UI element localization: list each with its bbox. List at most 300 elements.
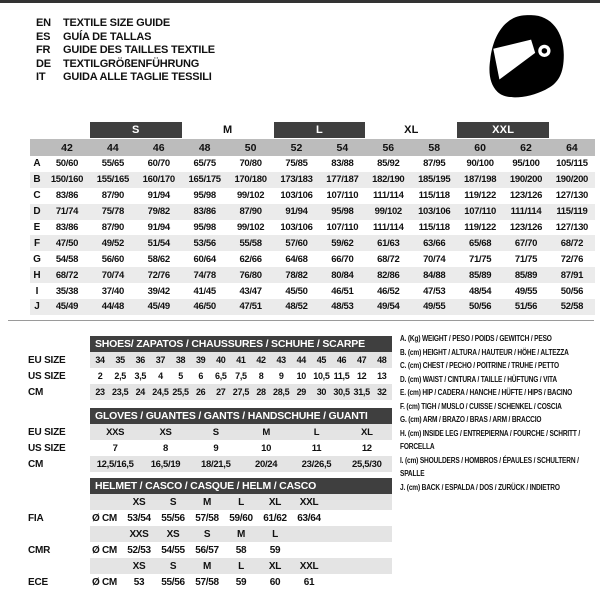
- textile-cell: 187/198: [463, 174, 497, 186]
- helmet-size-header: XS: [132, 496, 146, 508]
- shoes-cell: 32: [377, 387, 387, 397]
- shoes-cell: 40: [216, 355, 226, 365]
- textile-cell: 62/66: [239, 253, 262, 265]
- textile-cell: 90/100: [466, 158, 494, 170]
- textile-cell: 107/110: [326, 190, 359, 202]
- gloves-row-eu-size: [28, 424, 392, 440]
- textile-cell: 84/88: [423, 269, 446, 281]
- measurement-legend: [400, 332, 597, 494]
- textile-cell: 59/62: [331, 237, 354, 249]
- helmet-size-header: S: [169, 560, 177, 572]
- shoes-cell: 30: [316, 387, 327, 397]
- textile-cell: 68/72: [560, 237, 584, 249]
- shoes-cell: 4: [158, 371, 163, 381]
- textile-cell: 170/180: [234, 174, 267, 186]
- helmet-size-header: XL: [268, 496, 282, 508]
- gloves-row-label: CM: [28, 458, 44, 470]
- textile-cell: 60/64: [193, 253, 216, 265]
- textile-row-i: [30, 283, 595, 299]
- textile-row-j: [30, 299, 595, 315]
- textile-cell: 41/45: [193, 285, 216, 297]
- gloves-cell: 23/26,5: [301, 458, 332, 470]
- textile-row-d: [30, 204, 595, 220]
- helmet-values-row-ece: [28, 574, 392, 590]
- shoes-cell: 26: [195, 387, 206, 397]
- language-row-en: [36, 17, 215, 31]
- textile-row-b: [30, 172, 595, 188]
- helmet-size-header: M: [202, 560, 212, 572]
- helmet-size-table: [28, 478, 392, 590]
- textile-cell: 46/50: [193, 301, 216, 313]
- textile-cell: 85/89: [514, 269, 538, 281]
- helmet-cell: 54/55: [161, 544, 185, 556]
- language-title: TEXTILGRÖßENFÜHRUNG: [63, 57, 200, 70]
- textile-cell: 87/90: [101, 190, 124, 202]
- shoes-cell: 29: [296, 387, 307, 397]
- language-title: GUÍA DE TALLAS: [63, 30, 152, 43]
- textile-cell: 48/52: [285, 301, 308, 313]
- gloves-cell: 12,5/16,5: [96, 458, 134, 470]
- textile-cell: 54/58: [55, 253, 79, 265]
- shoes-cell: 46: [336, 355, 347, 365]
- band-left-spacer: [30, 122, 90, 139]
- shoes-size-table: [28, 336, 392, 400]
- textile-cell: 71/75: [468, 253, 492, 265]
- section-divider: [8, 320, 594, 321]
- helmet-sizes-row-fia: [90, 494, 392, 510]
- size-column-60: 60: [474, 141, 486, 154]
- textile-cell: 74/78: [193, 269, 216, 281]
- language-title: TEXTILE SIZE GUIDE: [63, 17, 171, 29]
- textile-cell: 70/74: [423, 253, 446, 265]
- textile-cell: 91/94: [147, 222, 170, 233]
- textile-cell: 49/54: [377, 301, 400, 313]
- textile-cell: 66/70: [331, 253, 354, 265]
- textile-cell: 95/100: [512, 158, 540, 170]
- textile-cell: 72/76: [147, 269, 170, 281]
- shoes-cell: 30,5: [333, 387, 350, 397]
- textile-cell: 71/75: [514, 253, 538, 265]
- shoes-cell: 41: [236, 355, 246, 365]
- textile-row-letter: G: [33, 253, 41, 265]
- textile-row-e: [30, 220, 595, 236]
- textile-cell: 85/92: [377, 158, 400, 170]
- size-column-44: 44: [107, 141, 119, 154]
- textile-cell: 190/200: [555, 174, 589, 186]
- textile-cell: 47/51: [239, 301, 262, 313]
- textile-cell: 68/72: [377, 253, 400, 265]
- textile-cell: 99/102: [374, 206, 402, 218]
- gloves-cell: S: [212, 426, 219, 438]
- shoes-cell: 10,5: [313, 371, 330, 381]
- textile-cell: 37/40: [101, 285, 124, 297]
- textile-cell: 87/95: [423, 158, 446, 170]
- textile-cell: 72/76: [560, 253, 584, 265]
- size-column-54: 54: [336, 141, 349, 154]
- shoes-row-eu-size: [28, 352, 392, 368]
- shoes-cell: 6,5: [215, 371, 227, 381]
- shoes-cell: 27: [216, 387, 226, 397]
- size-column-56: 56: [382, 141, 395, 154]
- gloves-cell: 11: [311, 442, 322, 454]
- textile-cell: 111/114: [372, 222, 404, 233]
- textile-cell: 119/122: [464, 190, 496, 202]
- textile-cell: 47/53: [423, 285, 446, 297]
- shoes-row-label: EU SIZE: [28, 354, 66, 366]
- legend-item-g: G. (cm) ARM / BRAZO / BRAS / ARM / BRACCIO: [400, 415, 542, 424]
- size-band-xl: XL: [404, 124, 419, 136]
- legend-item-e: E. (cm) HIP / CADERA / HANCHE / HÜFTE / HIPS / BACINO: [400, 388, 573, 397]
- textile-cell: 67/70: [514, 237, 538, 249]
- textile-cell: 155/165: [96, 174, 129, 186]
- helmet-size-header: S: [169, 496, 177, 508]
- textile-cell: 95/98: [193, 222, 216, 233]
- shoes-cell: 6: [198, 371, 204, 381]
- textile-cell: 87/91: [560, 269, 584, 281]
- helmet-standard-label: ECE: [28, 576, 48, 588]
- textile-cell: 50/60: [55, 158, 79, 170]
- textile-cell: 87/90: [239, 206, 262, 218]
- textile-cell: 107/110: [464, 206, 496, 218]
- shoes-cell: 34: [95, 355, 105, 365]
- helmet-size-header: XS: [166, 528, 180, 540]
- gloves-row-label: EU SIZE: [28, 426, 66, 438]
- legend-item-a: A. (Kg) WEIGHT / PESO / POIDS / GEWITCH / PESO: [400, 334, 552, 343]
- textile-cell: 49/55: [423, 301, 446, 313]
- textile-cell: 53/56: [193, 237, 216, 249]
- helmet-cell: 55/56: [161, 512, 185, 524]
- textile-cell: 76/80: [239, 269, 262, 281]
- language-title: GUIDE DES TAILLES TEXTILE: [63, 44, 215, 57]
- textile-cell: 85/89: [468, 269, 492, 281]
- textile-cell: 50/56: [468, 301, 492, 313]
- textile-cell: 91/94: [147, 190, 170, 202]
- helmet-size-header: XXL: [299, 496, 319, 508]
- textile-cell: 70/74: [101, 269, 124, 281]
- textile-row-letter: C: [33, 190, 41, 202]
- shoes-row-label: CM: [28, 386, 44, 398]
- gloves-cell: 8: [163, 442, 168, 454]
- textile-row-letter: B: [33, 174, 41, 186]
- textile-row-c: [30, 188, 595, 204]
- shoes-cell: 24,5: [152, 387, 169, 397]
- helmet-cell: 60: [269, 576, 281, 588]
- helmet-size-header: XS: [132, 560, 146, 572]
- shoes-cell: 47: [356, 355, 367, 365]
- language-code: IT: [36, 71, 46, 84]
- textile-cell: 79/82: [147, 206, 170, 218]
- gloves-cell: 18/21,5: [201, 458, 231, 470]
- band-right-spacer: [549, 122, 595, 139]
- textile-cell: 115/119: [556, 206, 588, 218]
- textile-cell: 78/82: [285, 269, 308, 281]
- textile-cell: 39/42: [147, 285, 170, 297]
- textile-cell: 127/130: [555, 222, 589, 233]
- textile-cell: 95/98: [331, 206, 354, 218]
- textile-cell: 185/195: [418, 174, 451, 186]
- gloves-cell: XXS: [106, 426, 125, 438]
- textile-cell: 45/49: [147, 301, 170, 313]
- shoes-cell: 8: [258, 371, 264, 381]
- size-band-m: M: [222, 124, 233, 136]
- size-band-l: L: [274, 122, 366, 138]
- gloves-cell: 12: [361, 442, 372, 454]
- textile-row-f: [30, 235, 595, 251]
- language-row-fr: [36, 44, 215, 58]
- helmet-cell: 57/58: [195, 512, 219, 524]
- textile-row-letter: J: [34, 301, 40, 313]
- helmet-cell: 53/54: [127, 512, 151, 524]
- shoes-cell: 39: [195, 355, 206, 365]
- shoes-cell: 35: [115, 355, 125, 365]
- textile-cell: 182/190: [372, 174, 405, 186]
- textile-column-headers: [30, 139, 595, 156]
- shoes-cell: 31,5: [353, 387, 370, 397]
- shoes-cell: 28,5: [273, 387, 290, 397]
- gloves-cell: XS: [159, 426, 172, 438]
- legend-item-b: B. (cm) HEIGHT / ALTURA / HAUTEUR / HÖHE / ALTEZZA: [400, 347, 569, 357]
- helmet-icon: [486, 12, 568, 104]
- textile-cell: 111/114: [510, 206, 542, 218]
- textile-row-g: [30, 251, 595, 267]
- textile-cell: 43/47: [239, 285, 262, 297]
- helmet-sizes-row-ece: [90, 558, 392, 574]
- textile-cell: 87/90: [101, 222, 124, 233]
- textile-cell: 160/170: [142, 174, 175, 186]
- gloves-table-rows: [28, 424, 392, 472]
- textile-cell: 49/55: [514, 285, 538, 297]
- helmet-size-header: M: [202, 496, 212, 508]
- shoes-cell: 27,5: [232, 387, 250, 397]
- textile-cell: 51/54: [147, 237, 170, 249]
- textile-cell: 57/60: [285, 237, 308, 249]
- textile-cell: 83/86: [55, 190, 79, 202]
- textile-cell: 44/48: [101, 301, 124, 313]
- textile-cell: 45/49: [55, 301, 79, 313]
- gloves-cell: XL: [361, 426, 373, 438]
- gloves-cell: 20/24: [255, 458, 278, 470]
- shoes-cell: 45: [316, 355, 327, 365]
- gloves-size-table: [28, 408, 392, 472]
- textile-cell: 46/52: [377, 285, 400, 297]
- textile-cell: 107/110: [326, 222, 359, 233]
- gloves-row-cm: [28, 456, 392, 472]
- shoes-cell: 23,5: [112, 387, 129, 397]
- textile-cell: 83/86: [193, 206, 216, 218]
- textile-row-h: [30, 267, 595, 283]
- textile-cell: 115/118: [418, 190, 450, 202]
- textile-cell: 70/80: [239, 158, 262, 170]
- shoes-cell: 3,5: [134, 371, 147, 381]
- textile-cell: 99/102: [236, 222, 265, 233]
- shoes-row-cm: [28, 384, 392, 400]
- textile-cell: 64/68: [285, 253, 308, 265]
- textile-cell: 71/74: [55, 206, 79, 218]
- shoes-row-label: US SIZE: [28, 370, 66, 382]
- textile-size-table: [30, 122, 595, 315]
- shoes-cell: 25,5: [172, 387, 189, 397]
- textile-cell: 46/51: [331, 285, 354, 297]
- textile-cell: 52/58: [560, 301, 584, 313]
- helmet-cell: 61/62: [263, 512, 287, 524]
- helmet-cell: 61: [303, 576, 315, 588]
- textile-row-letter: H: [33, 269, 41, 281]
- textile-cell: 103/106: [418, 206, 451, 218]
- shoes-cell: 42: [256, 355, 266, 365]
- legend-item-i: I. (cm) SHOULDERS / HOMBROS / ÉPAULES / SCHULTERN / SPALLE: [400, 455, 579, 478]
- gloves-row-label: US SIZE: [28, 442, 66, 454]
- textile-cell: 65/75: [193, 158, 216, 170]
- shoes-cell: 12: [356, 371, 367, 381]
- top-border: [0, 0, 600, 3]
- textile-cell: 80/84: [331, 269, 354, 281]
- gloves-cell: 16,5/19: [150, 458, 181, 470]
- textile-cell: 99/102: [236, 190, 265, 202]
- textile-row-letter: F: [33, 237, 41, 249]
- textile-cell: 61/63: [377, 237, 400, 249]
- language-title-list: [36, 17, 215, 85]
- textile-row-letter: I: [35, 285, 39, 297]
- size-band-s: S: [90, 122, 182, 138]
- shoes-cell: 37: [155, 355, 166, 365]
- textile-cell: 83/86: [55, 222, 79, 233]
- helmet-cell: 52/53: [127, 544, 151, 556]
- textile-cell: 119/122: [464, 222, 496, 233]
- language-code: FR: [36, 44, 51, 57]
- size-column-42: 42: [61, 141, 73, 154]
- textile-cell: 45/50: [285, 285, 308, 297]
- language-code: EN: [36, 17, 51, 29]
- textile-cell: 82/86: [377, 269, 400, 281]
- helmet-size-header: M: [236, 528, 246, 540]
- textile-cell: 75/85: [285, 158, 308, 170]
- gloves-table-title: GLOVES / GUANTES / GANTS / HANDSCHUHE / GUANTI: [90, 408, 392, 424]
- textile-cell: 55/65: [101, 158, 124, 170]
- helmet-values-row-cmr: [28, 542, 392, 558]
- textile-cell: 123/126: [509, 190, 543, 202]
- textile-cell: 165/175: [188, 174, 221, 186]
- shoes-cell: 5: [178, 371, 183, 381]
- textile-cell: 60/70: [147, 158, 170, 170]
- racing-helmet-glyph: [486, 12, 568, 104]
- helmet-size-header: L: [238, 496, 244, 508]
- helmet-cell: 63/64: [297, 512, 321, 524]
- shoes-cell: 7,5: [235, 371, 247, 381]
- shoes-cell: 13: [377, 371, 387, 381]
- textile-cell: 56/60: [101, 253, 124, 265]
- textile-row-letter: D: [33, 206, 41, 218]
- helmet-cell: 55/56: [161, 576, 185, 588]
- helmet-cell: 59/60: [229, 512, 253, 524]
- size-column-64: 64: [566, 141, 578, 154]
- helmet-size-header: L: [238, 560, 244, 572]
- language-title: GUIDA ALLE TAGLIE TESSILI: [63, 71, 212, 84]
- textile-cell: 51/56: [514, 301, 538, 313]
- textile-cell: 173/183: [280, 174, 313, 186]
- size-column-50: 50: [244, 141, 257, 154]
- size-column-62: 62: [520, 141, 532, 154]
- textile-cell: 127/130: [555, 190, 589, 202]
- textile-cell: 75/78: [101, 206, 124, 218]
- shoes-cell: 2: [97, 371, 103, 381]
- gloves-cell: 25,5/30: [352, 458, 382, 470]
- shoes-cell: 28: [256, 387, 266, 397]
- shoes-cell: 2,5: [114, 371, 126, 381]
- helmet-cell: 56/57: [195, 544, 219, 556]
- textile-cell: 55/58: [239, 237, 262, 249]
- helmet-size-header: XXL: [299, 560, 319, 572]
- textile-cell: 58/62: [147, 253, 170, 265]
- shoes-table-title: SHOES/ ZAPATOS / CHAUSSURES / SCHUHE / SCARPE: [90, 336, 392, 352]
- shoes-row-us-size: [28, 368, 392, 384]
- helmet-table-title: HELMET / CASCO / CASQUE / HELM / CASCO: [90, 478, 392, 494]
- helmet-size-header: L: [272, 528, 278, 540]
- textile-cell: 35/38: [55, 285, 79, 297]
- textile-cell: 68/72: [55, 269, 79, 281]
- helmet-size-header: XL: [268, 560, 282, 572]
- legend-item-j: J. (cm) BACK / ESPALDA / DOS / ZURÜCK / INDIETRO: [400, 482, 560, 492]
- helmet-sizes-row-cmr: [90, 526, 392, 542]
- shoes-cell: 36: [135, 355, 146, 365]
- gloves-cell: M: [262, 426, 270, 438]
- textile-cell: 49/52: [101, 237, 124, 249]
- textile-row-letter: E: [33, 222, 41, 233]
- shoes-cell: 38: [175, 355, 186, 365]
- language-row-it: [36, 71, 215, 85]
- helmet-unit-label: Ø CM: [92, 576, 117, 588]
- shoes-table-rows: [28, 352, 392, 400]
- textile-cell: 115/118: [418, 222, 450, 233]
- textile-cell: 95/98: [193, 190, 216, 202]
- size-band-xxl: XXL: [457, 122, 549, 138]
- helmet-size-header: XXS: [129, 528, 149, 540]
- textile-size-bands: [30, 122, 595, 139]
- textile-cell: 123/126: [509, 222, 543, 233]
- gloves-cell: 9: [213, 442, 219, 454]
- textile-cell: 91/94: [285, 206, 308, 218]
- legend-item-d: D. (cm) WAIST / CINTURA / TAILLE / HÜFTUNG / VITA: [400, 374, 557, 384]
- helmet-standard-label: CMR: [28, 544, 51, 556]
- gloves-cell: 7: [112, 442, 118, 454]
- helmet-cell: 53: [133, 576, 145, 588]
- helmet-table-rows: [28, 494, 392, 590]
- language-code: ES: [36, 30, 51, 43]
- textile-cell: 48/53: [331, 301, 354, 313]
- textile-cell: 65/68: [468, 237, 492, 249]
- shoes-cell: 43: [276, 355, 286, 365]
- helmet-cell: 59: [235, 576, 247, 588]
- size-column-58: 58: [428, 141, 441, 154]
- language-row-de: [36, 58, 215, 72]
- textile-cell: 105/115: [556, 158, 588, 170]
- textile-cell: 50/56: [560, 285, 584, 297]
- size-column-46: 46: [152, 141, 165, 154]
- shoes-cell: 11,5: [333, 371, 350, 381]
- shoes-cell: 44: [296, 355, 307, 365]
- legend-item-h: H. (cm) INSIDE LEG / ENTREPIERNA / FOURCHE / SCHRITT / FORCELLA: [400, 428, 581, 451]
- textile-cell: 63/66: [423, 237, 446, 249]
- shoes-cell: 9: [278, 371, 284, 381]
- shoes-cell: 10: [296, 371, 307, 381]
- gloves-cell: L: [313, 426, 320, 438]
- textile-cell: 103/106: [280, 190, 313, 202]
- textile-cell: 47/50: [55, 237, 79, 249]
- legend-item-f: F. (cm) TIGH / MUSLO / CUISSE / SCHENKEL / COSCIA: [400, 401, 562, 411]
- helmet-standard-label: FIA: [28, 512, 44, 524]
- helmet-cell: 58: [235, 544, 247, 556]
- legend-item-c: C. (cm) CHEST / PECHO / POITRINE / TRUHE / PETTO: [400, 361, 559, 370]
- textile-cell: 190/200: [509, 174, 543, 186]
